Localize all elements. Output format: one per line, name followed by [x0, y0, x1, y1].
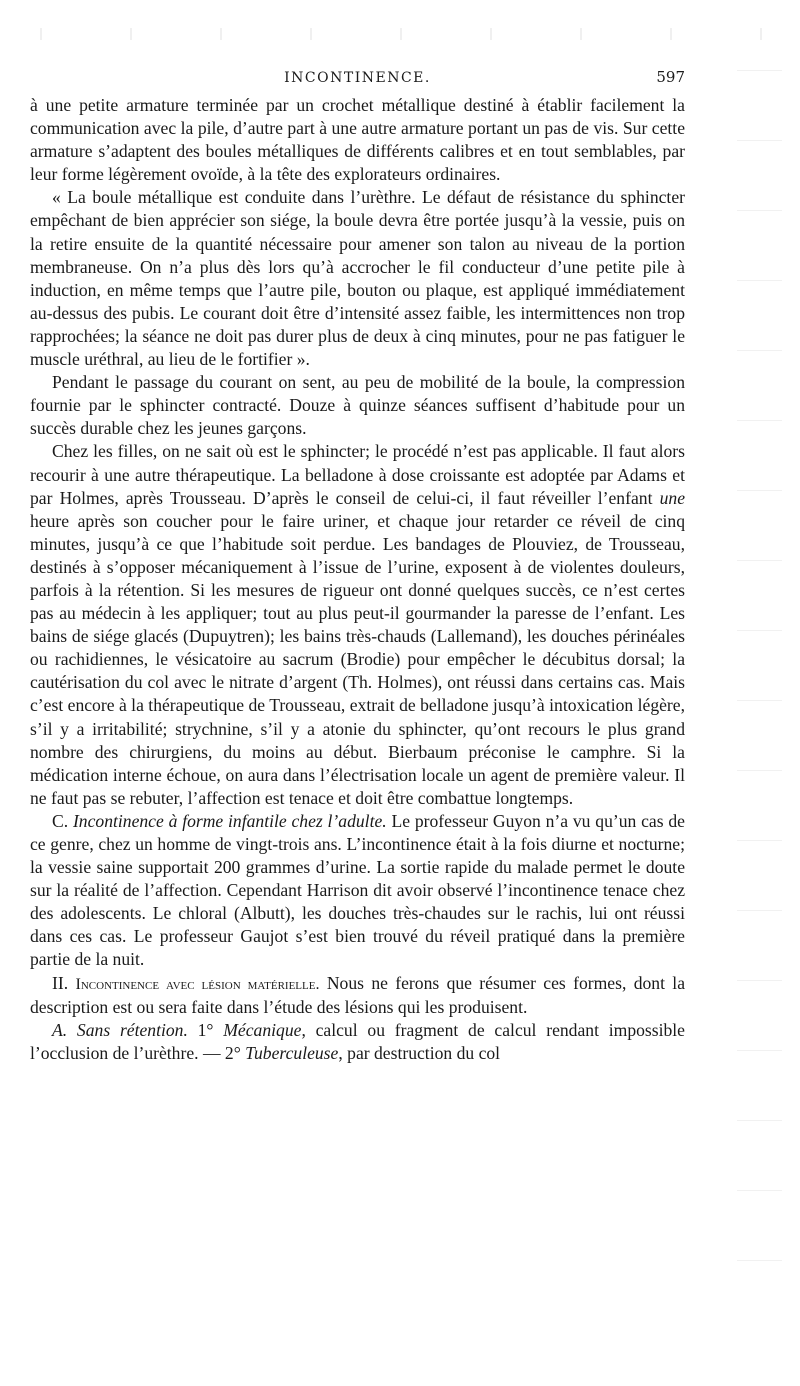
paragraph: [30, 186, 685, 371]
paragraph: [30, 972, 685, 1019]
paragraph: [30, 810, 685, 972]
text-run: II.: [52, 972, 76, 993]
text-run: C.: [52, 810, 73, 831]
text-run: , calcul ou fragment de calcul rendant impossible l’occlusion de l’urèthre. — 2°: [30, 1019, 685, 1063]
text-run-smallcaps: Incontinence avec lésion matérielle.: [75, 974, 320, 993]
paragraph: [30, 94, 685, 186]
text-run: à une petite armature terminée par un crochet métallique destiné à établir facilement la communication avec la pile, d’autre part à une autre armature portant un pas de vis. Sur cette armature s’adaptent des boules métalliques de différents calibres et en tout semblables, par leur forme légèrement ovoïde, à la tête des explorateurs ordinaires.: [30, 95, 685, 185]
body-text: [30, 94, 685, 1065]
text-run: Nous ne ferons que résumer ces formes, dont la description est ou sera faite dans l’étude des lésions qui les produisent.: [30, 972, 685, 1017]
text-run-italic: Tuberculeuse: [245, 1042, 339, 1063]
text-run-italic: A. Sans rétention.: [52, 1019, 188, 1040]
text-run-italic: une: [659, 487, 685, 508]
text-run: Le professeur Guyon n’a vu qu’un cas de ce genre, chez un homme de vingt-trois ans. L’incontinence était à la fois diurne et nocturne; la vessie saine supportait 200 grammes d’urine. La sortie rapide du malade permet le doute sur la réalité de l’affection. Cependant Harrison dit avoir observé l’incontinence tenace chez des adolescents. Le chloral (Albutt), les douches très-chaudes sur le rachis, lui ont réussi dans ces cas. Le professeur Gaujot s’est bien trouvé du réveil pratiqué dans la première partie de la nuit.: [30, 810, 685, 970]
paragraph: [30, 371, 685, 440]
text-run: Chez les filles, on ne sait où est le sphincter; le procédé n’est pas applicable. Il faut alors recourir à une autre thérapeutique. La belladone à dose croissante est adoptée par Adams et par Holmes, après Trousseau. D’après le conseil de celui-ci, il faut réveiller l’enfant: [30, 441, 685, 508]
text-run-italic: Mécanique: [223, 1019, 302, 1040]
text-run: « La boule métallique est conduite dans l’urèthre. Le défaut de résistance du sphincter empêchant de bien apprécier son siége, la boule devra être portée jusqu’à la vessie, puis on la retire ensuite de la quantité nécessaire pour amener son talon au niveau de la portion membraneuse. On n’a plus dès lors qu’à accrocher le fil conducteur d’une petite pile à induction, en même temps que l’autre pile, bouton ou plaque, est appliqué immédiatement au-dessus des pubis. Le courant doit être d’intensité assez faible, les intermittences non trop rapprochées; la séance ne doit pas durer plus de deux à cinq minutes, pour ne pas fatiguer le muscle uréthral, au lieu de le fortifier ».: [30, 187, 685, 370]
paragraph: [30, 440, 685, 810]
page-header: [30, 68, 685, 94]
scan-margin-bleedthrough: [737, 40, 782, 1280]
text-run-italic: Incontinence à forme infantile chez l’adulte.: [72, 810, 387, 831]
text-run: , par destruction du col: [338, 1042, 501, 1063]
page-number: 597: [656, 68, 685, 86]
scan-edge-noise: [0, 28, 800, 40]
document-page: [30, 68, 685, 1065]
running-title: INCONTINENCE.: [284, 70, 431, 86]
text-run: Pendant le passage du courant on sent, au peu de mobilité de la boule, la compression fournie par le sphincter contracté. Douze à quinze séances suffisent d’habitude pour un succès durable chez les jeunes garçons.: [30, 372, 685, 439]
text-run: 1°: [187, 1019, 224, 1040]
text-run: heure après son coucher pour le faire uriner, et chaque jour retarder ce réveil de cinq minutes, jusqu’à ce que l’habitude soit perdue. Les bandages de Plouviez, de Trousseau, destinés à s’opposer mécaniquement à l’issue de l’urine, exposent à de violentes douleurs, parfois à la rétention. Si les mesures de rigueur ont donné quelques succès, ce n’est certes pas au médecin à les appliquer; tout au plus peut-il gourmander la paresse de l’enfant. Les bains de siége glacés (Dupuytren); les bains très-chauds (Lallemand), les douches périnéales ou rachidiennes, le vésicatoire au sacrum (Brodie) pour empêcher le décubitus dorsal; la cautérisation du col avec le nitrate d’argent (Th. Holmes), ont réussi dans certains cas. Mais c’est encore à la thérapeutique de Trousseau, extrait de belladone jusqu’à intoxication légère, s’il y a irritabilité; strychnine, s’il y a atonie du sphincter, qu’ont recours le plus grand nombre des chirurgiens, du moins au début. Bierbaum préconise le camphre. Si la médication interne échoue, on aura dans l’électrisation locale un agent de première valeur. Il ne faut pas se rebuter, l’affection est tenace et doit être combattue longtemps.: [30, 510, 685, 808]
paragraph: [30, 1019, 685, 1065]
